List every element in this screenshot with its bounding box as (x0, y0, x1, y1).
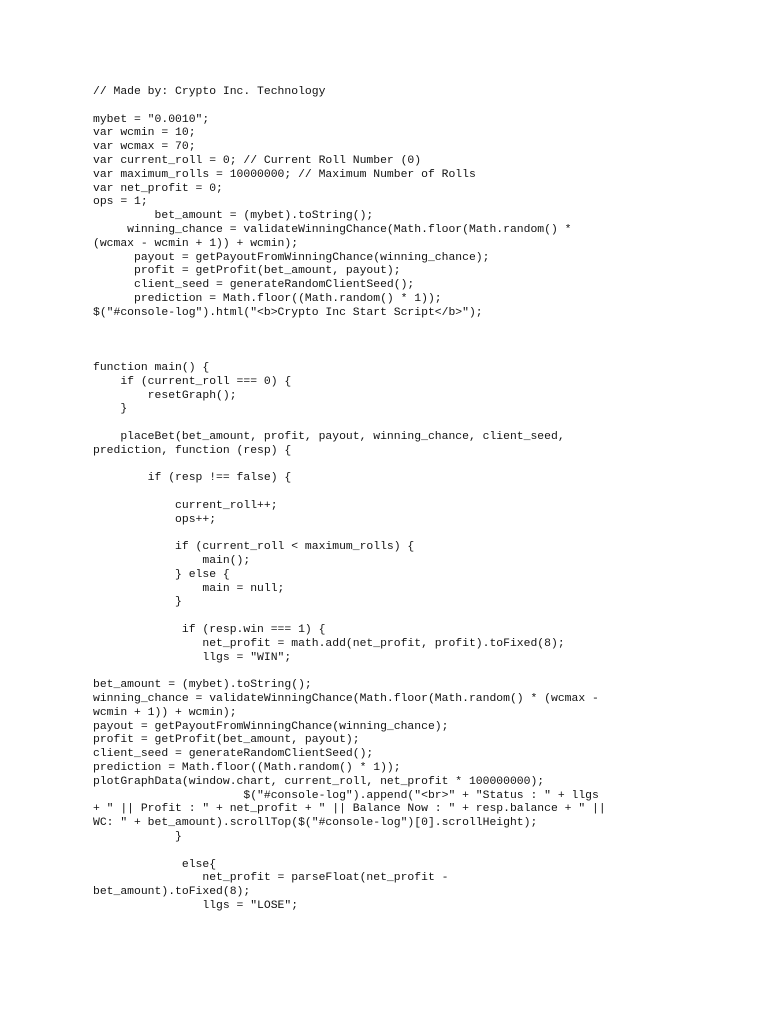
code-line: mybet = "0.0010"; (93, 113, 210, 126)
code-line: winning_chance = validateWinningChance(Math.floor(Math.random() * (wcmax - (93, 693, 599, 706)
code-line: winning_chance = validateWinningChance(Math.floor(Math.random() * (93, 223, 572, 236)
code-line: if (resp !== false) { (93, 472, 292, 485)
code-line: ops++; (93, 513, 217, 526)
code-line: WC: " + bet_amount).scrollTop($("#console-log")[0].scrollHeight); (93, 817, 538, 830)
code-line: if (resp.win === 1) { (93, 624, 326, 637)
code-line: var current_roll = 0; // Current Roll Number (0) (93, 154, 422, 167)
code-line: prediction = Math.floor((Math.random() * 1)); (93, 292, 442, 305)
code-line: prediction = Math.floor((Math.random() * 1)); (93, 762, 401, 775)
code-line (93, 459, 733, 473)
code-line: net_profit = parseFloat(net_profit - (93, 872, 449, 885)
code-line: if (current_roll < maximum_rolls) { (93, 541, 415, 554)
code-line: plotGraphData(window.chart, current_roll, net_profit * 100000000); (93, 775, 545, 788)
code-line (93, 321, 733, 335)
code-line: + " || Profit : " + net_profit + " || Balance Now : " + resp.balance + " || (93, 803, 606, 816)
code-line: main = null; (93, 582, 285, 595)
code-line: $("#console-log").append("<br>" + "Status : " + llgs (93, 789, 599, 802)
code-line (93, 845, 733, 859)
code-line (93, 486, 733, 500)
code-line (93, 665, 733, 679)
code-line: wcmin + 1)) + wcmin); (93, 706, 237, 719)
code-line: payout = getPayoutFromWinningChance(winning_chance); (93, 720, 449, 733)
code-line (93, 528, 733, 542)
code-line: bet_amount).toFixed(8); (93, 886, 251, 899)
code-line: prediction, function (resp) { (93, 444, 292, 457)
code-line: current_roll++; (93, 499, 278, 512)
code-line: client_seed = generateRandomClientSeed(); (93, 279, 415, 292)
code-line: // Made by: Crypto Inc. Technology (93, 86, 326, 98)
code-line: (wcmax - wcmin + 1)) + wcmin); (93, 237, 299, 250)
code-line: resetGraph(); (93, 389, 237, 402)
code-line: var wcmax = 70; (93, 141, 196, 154)
code-line: llgs = "LOSE"; (93, 900, 299, 913)
code-line: payout = getPayoutFromWinningChance(winning_chance); (93, 251, 490, 264)
code-line: var net_profit = 0; (93, 182, 223, 195)
code-line: profit = getProfit(bet_amount, payout); (93, 734, 360, 747)
code-line: var wcmin = 10; (93, 127, 196, 140)
code-line: $("#console-log").html("<b>Crypto Inc Start Script</b>"); (93, 306, 483, 319)
code-listing (93, 86, 733, 914)
code-line: } else { (93, 568, 230, 581)
code-line: else{ (93, 858, 217, 871)
code-line (93, 334, 733, 348)
code-line: main(); (93, 555, 251, 568)
code-line: } (93, 403, 128, 416)
code-line: net_profit = math.add(net_profit, profit).toFixed(8); (93, 637, 565, 650)
code-line: function main() { (93, 361, 210, 374)
code-line: } (93, 831, 182, 844)
code-line: placeBet(bet_amount, profit, payout, winning_chance, client_seed, (93, 430, 565, 443)
code-line (93, 417, 733, 431)
code-line: if (current_roll === 0) { (93, 375, 292, 388)
code-line (93, 348, 733, 362)
code-line: client_seed = generateRandomClientSeed(); (93, 748, 374, 761)
code-line: var maximum_rolls = 10000000; // Maximum Number of Rolls (93, 168, 476, 181)
code-line: ops = 1; (93, 196, 148, 209)
code-line: llgs = "WIN"; (93, 651, 292, 664)
code-line (93, 100, 733, 114)
code-line (93, 610, 733, 624)
code-line: profit = getProfit(bet_amount, payout); (93, 265, 401, 278)
code-line: bet_amount = (mybet).toString(); (93, 679, 312, 692)
code-line: } (93, 596, 182, 609)
code-line: bet_amount = (mybet).toString(); (93, 210, 374, 223)
